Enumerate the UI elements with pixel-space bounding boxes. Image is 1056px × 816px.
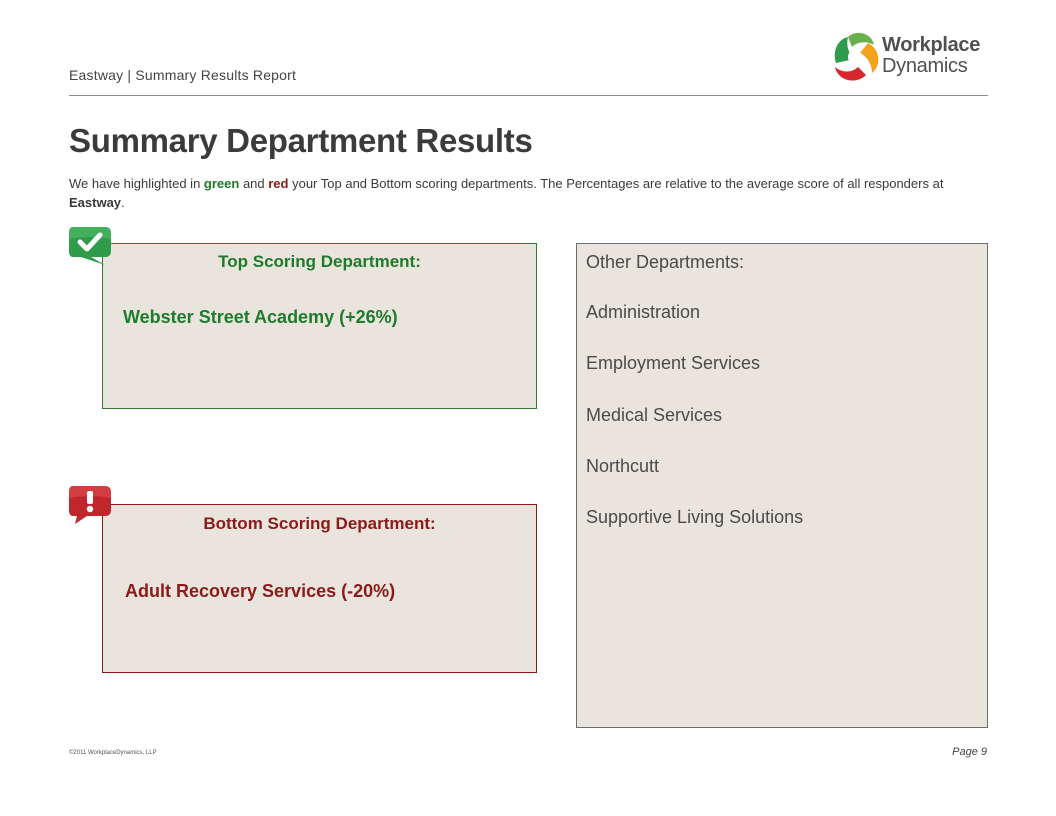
bottom-scoring-department-box (102, 504, 537, 673)
top-scoring-department-box (102, 243, 537, 409)
list-item: Northcutt (586, 455, 660, 476)
intro-text-1: We have highlighted in (69, 176, 204, 191)
list-item: Medical Services (586, 404, 723, 425)
intro-text-2: and (239, 176, 269, 191)
intro-text-3: your Top and Bottom scoring departments. The Percentages are relative to the average score of all responders at (288, 176, 944, 191)
workplace-dynamics-logo (832, 31, 992, 83)
list-item: Supportive Living Solutions (586, 507, 804, 528)
page-number: Page 9 (952, 746, 987, 758)
intro-paragraph (69, 174, 969, 212)
top-scoring-heading: Top Scoring Department: (218, 252, 421, 271)
exclamation-speech-bubble-icon (67, 484, 113, 526)
top-scoring-department-name: Webster Street Academy (+26%) (123, 307, 398, 327)
report-header-title: Eastway | Summary Results Report (69, 67, 297, 83)
header-divider (69, 95, 988, 96)
other-departments-list (586, 302, 803, 558)
intro-red-word: red (268, 176, 289, 191)
logo-wordmark (882, 35, 980, 77)
checkmark-speech-bubble-icon (67, 225, 113, 267)
list-item: Administration (586, 302, 701, 322)
logo-line-1: Workplace (882, 34, 981, 56)
page-title: Summary Department Results (69, 122, 533, 159)
intro-org-name: Eastway (69, 195, 122, 210)
other-departments-box (576, 243, 988, 728)
list-item: Employment Services (586, 353, 761, 374)
footer-copyright: ©2011 WorkplaceDynamics, LLP (69, 750, 157, 756)
logo-line-2: Dynamics (882, 55, 968, 77)
bottom-scoring-heading: Bottom Scoring Department: (203, 514, 436, 533)
bottom-scoring-department-name: Adult Recovery Services (-20%) (125, 581, 396, 601)
logo-mark-icon (832, 31, 882, 83)
other-departments-heading: Other Departments: (586, 252, 745, 272)
intro-text-4: . (121, 195, 125, 210)
intro-green-word: green (203, 176, 240, 191)
